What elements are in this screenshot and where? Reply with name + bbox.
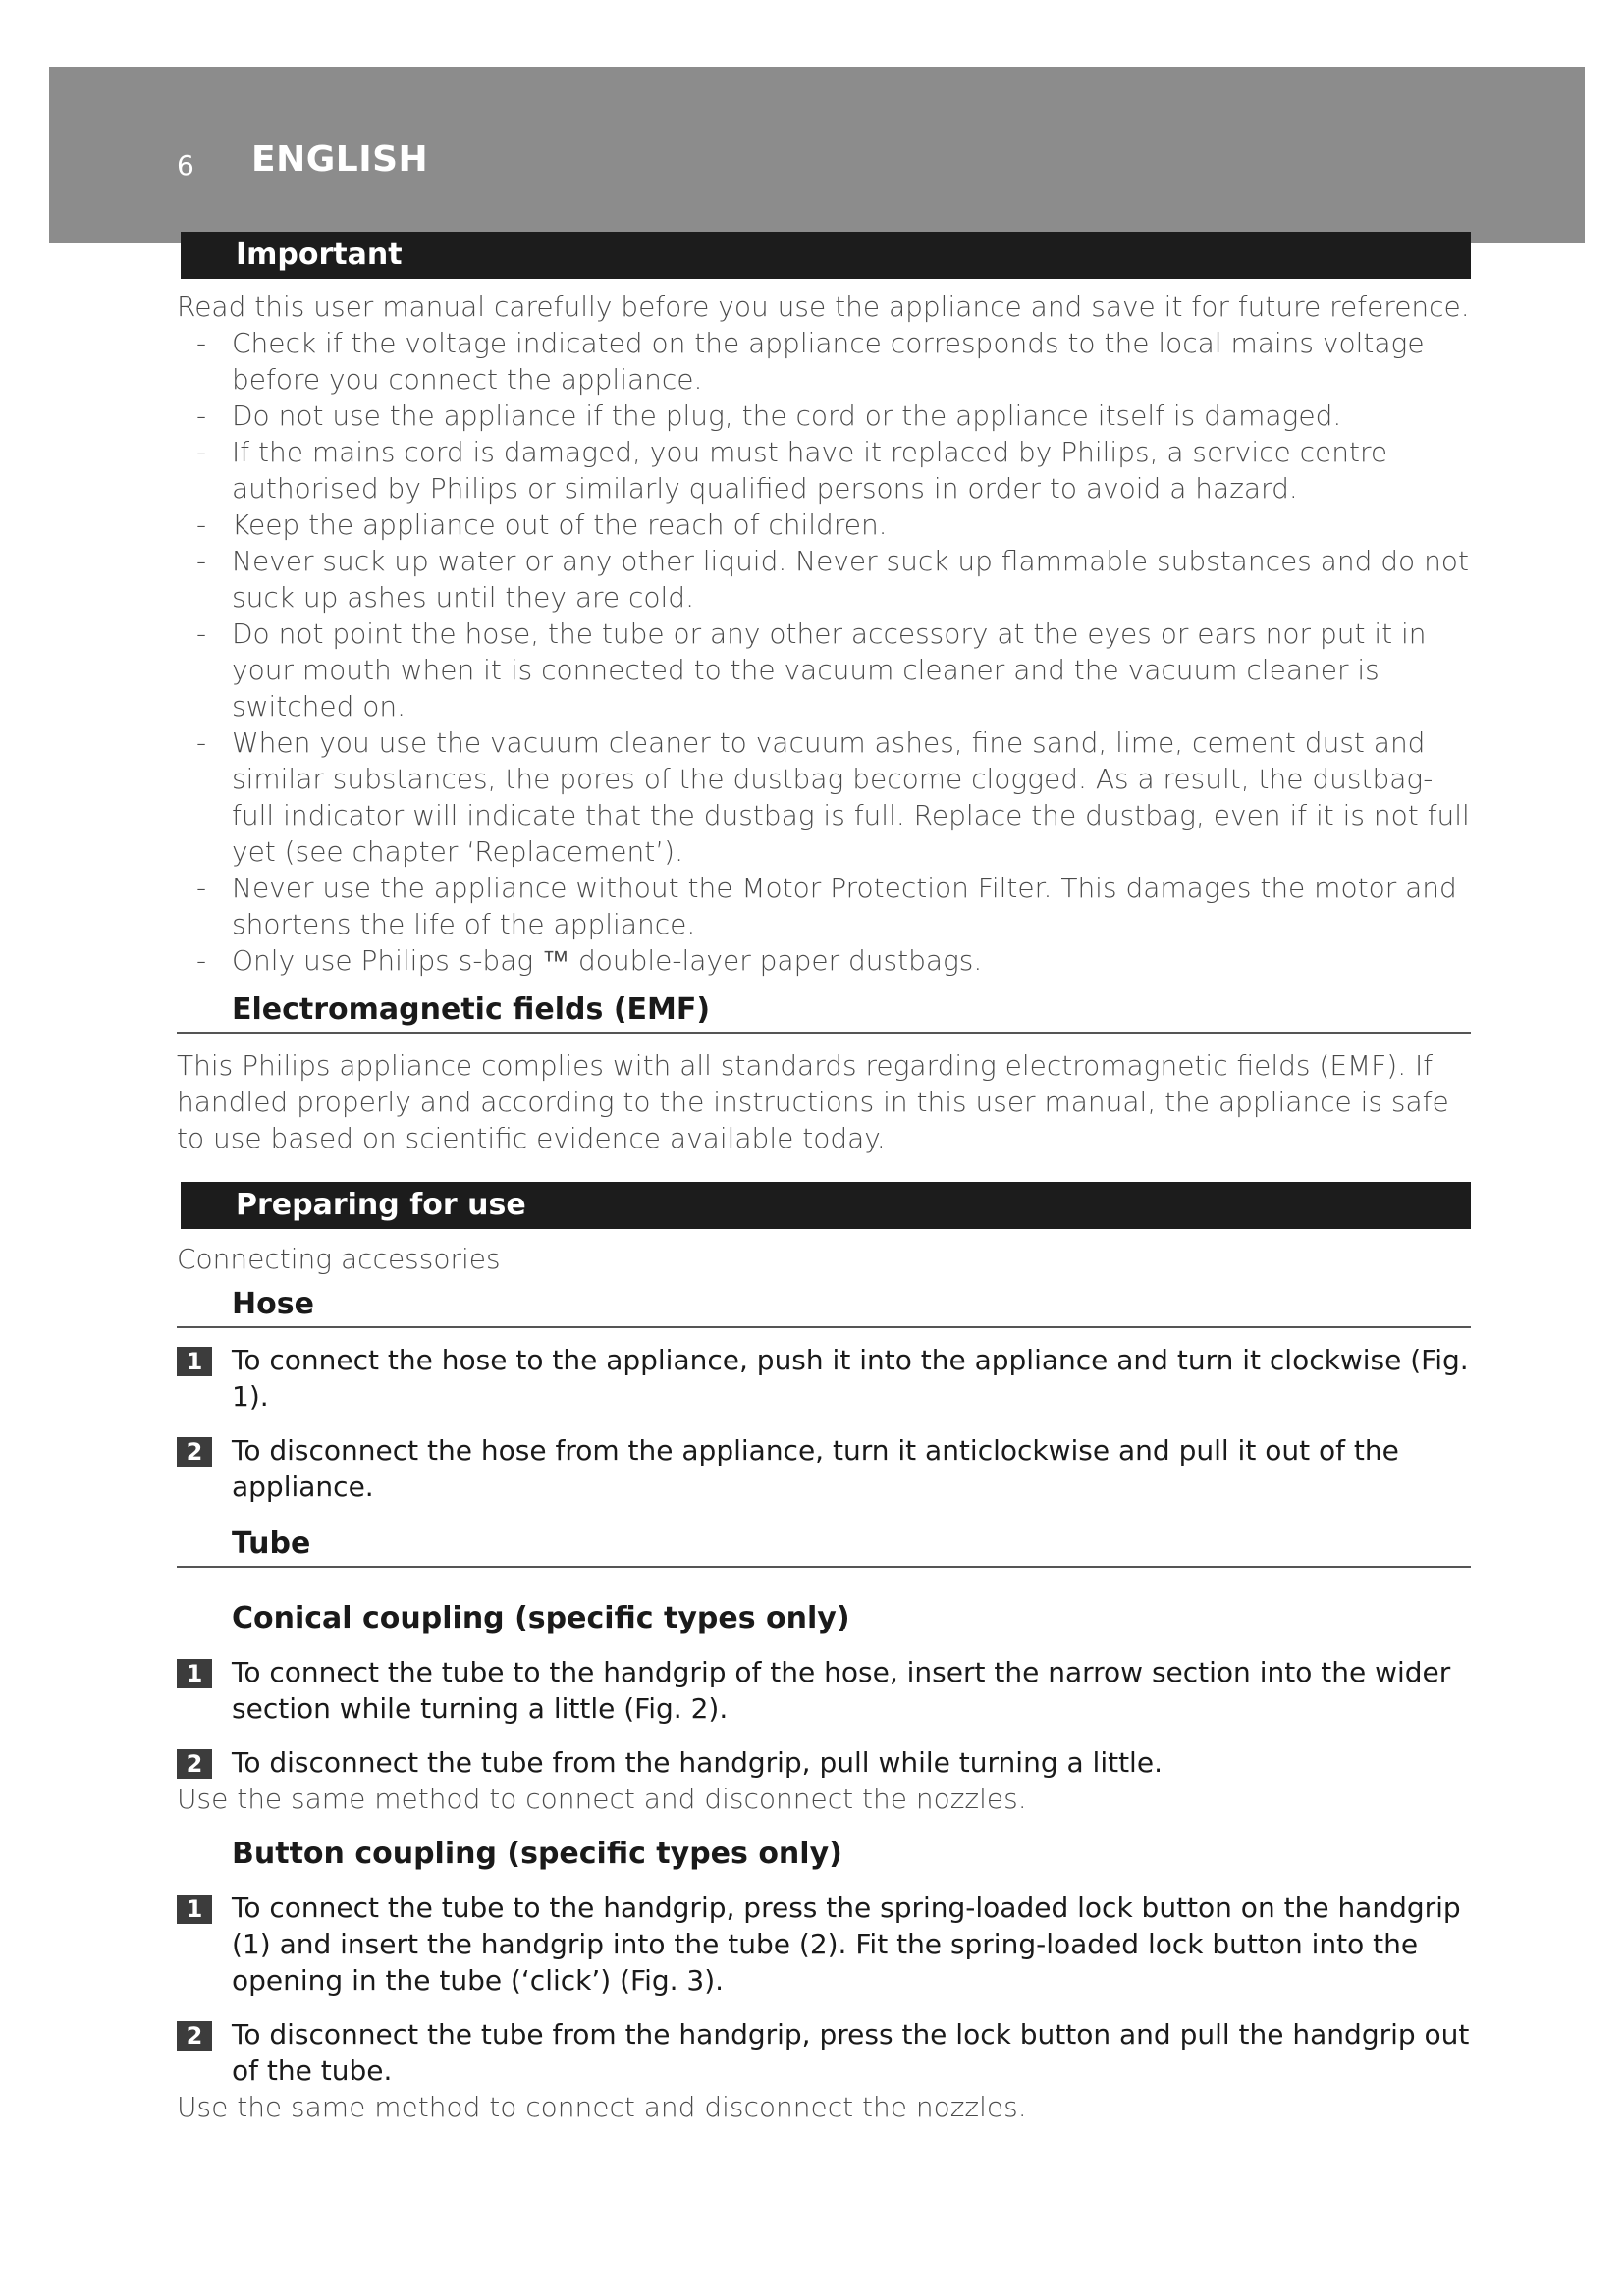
step-text: To connect the hose to the appliance, push it into the appliance and turn it clockwise (Fig. 1). <box>232 1344 1469 1413</box>
conical-note: Use the same method to connect and disconnect the nozzles. <box>177 1783 1027 1815</box>
button-coupling-heading: Button coupling (specific types only) <box>232 1837 842 1871</box>
step-text: To connect the tube to the handgrip of the hose, insert the narrow section into the wider section while turning a little (Fig. 2). <box>232 1656 1451 1725</box>
section-preparing-heading: Preparing for use <box>181 1182 1471 1229</box>
page-content <box>177 232 1471 2125</box>
connecting-accessories-subtitle: Connecting accessories <box>177 1243 501 1275</box>
step-text: To disconnect the tube from the handgrip, press the lock button and pull the handgrip out of the tube. <box>232 2018 1470 2087</box>
list-item: - Never suck up water or any other liquid. Never suck up flammable substances and do not suck up ashes until they are cold. <box>177 543 1471 615</box>
step-number-badge: 1 <box>177 1659 212 1688</box>
language-title: ENGLISH <box>251 139 429 180</box>
hose-step-1 <box>177 1342 1471 1415</box>
button-step-2 <box>177 2016 1471 2089</box>
list-item: - If the mains cord is damaged, you must have it replaced by Philips, a service centre authorised by Philips or similarly qualified persons in order to avoid a hazard. <box>177 434 1471 507</box>
list-item: - When you use the vacuum cleaner to vacuum ashes, fine sand, lime, cement dust and similar substances, the pores of the dustbag become clogged. As a result, the dustbag-full indicator will indicate that the dustbag is full. Replace the dustbag, even if it is not full yet (see chapter ‘Replacement’). <box>177 724 1471 870</box>
important-intro: Read this user manual carefully before you use the appliance and save it for future reference. <box>177 291 1470 323</box>
step-number-badge: 2 <box>177 1749 212 1779</box>
button-note: Use the same method to connect and disconnect the nozzles. <box>177 2091 1027 2123</box>
hose-step-2 <box>177 1432 1471 1505</box>
page-number: 6 <box>177 149 194 182</box>
list-item: - Do not use the appliance if the plug, the cord or the appliance itself is damaged. <box>177 398 1471 434</box>
conical-step-1 <box>177 1654 1471 1727</box>
list-item: - Keep the appliance out of the reach of children. <box>177 507 1471 543</box>
list-item: - Never use the appliance without the Motor Protection Filter. This damages the motor and shortens the life of the appliance. <box>177 870 1471 942</box>
step-number-badge: 2 <box>177 1437 212 1467</box>
step-text: To disconnect the tube from the handgrip, pull while turning a little. <box>232 1746 1163 1779</box>
list-item: - Do not point the hose, the tube or any other accessory at the eyes or ears nor put it in your mouth when it is connected to the vacuum cleaner and the vacuum cleaner is switched on. <box>177 615 1471 724</box>
step-number-badge: 1 <box>177 1895 212 1924</box>
step-text: To disconnect the hose from the appliance, turn it anticlockwise and pull it out of the appliance. <box>232 1434 1399 1503</box>
button-step-1 <box>177 1890 1471 1999</box>
important-list <box>177 325 1471 979</box>
hose-heading: Hose <box>177 1283 1471 1328</box>
step-number-badge: 1 <box>177 1347 212 1376</box>
step-text: To connect the tube to the handgrip, press the spring-loaded lock button on the handgrip (1) and insert the handgrip into the tube (2). Fit the spring-loaded lock button into the opening in the tube (‘click’) (Fig. 3). <box>232 1892 1461 1997</box>
section-important-heading: Important <box>181 232 1471 279</box>
conical-coupling-heading: Conical coupling (specific types only) <box>232 1601 850 1635</box>
list-item: - Check if the voltage indicated on the appliance corresponds to the local mains voltage before you connect the appliance. <box>177 325 1471 398</box>
conical-step-2 <box>177 1744 1471 1781</box>
emf-heading: Electromagnetic fields (EMF) <box>177 988 1471 1034</box>
list-item: - Only use Philips s-bag ™ double-layer paper dustbags. <box>177 942 1471 979</box>
emf-text: This Philips appliance complies with all standards regarding electromagnetic fields (EMF). If handled properly and according to the instructions in this user manual, the appliance is safe to use based on scientific evidence available today. <box>177 1049 1449 1154</box>
step-number-badge: 2 <box>177 2021 212 2051</box>
tube-heading: Tube <box>177 1522 1471 1568</box>
